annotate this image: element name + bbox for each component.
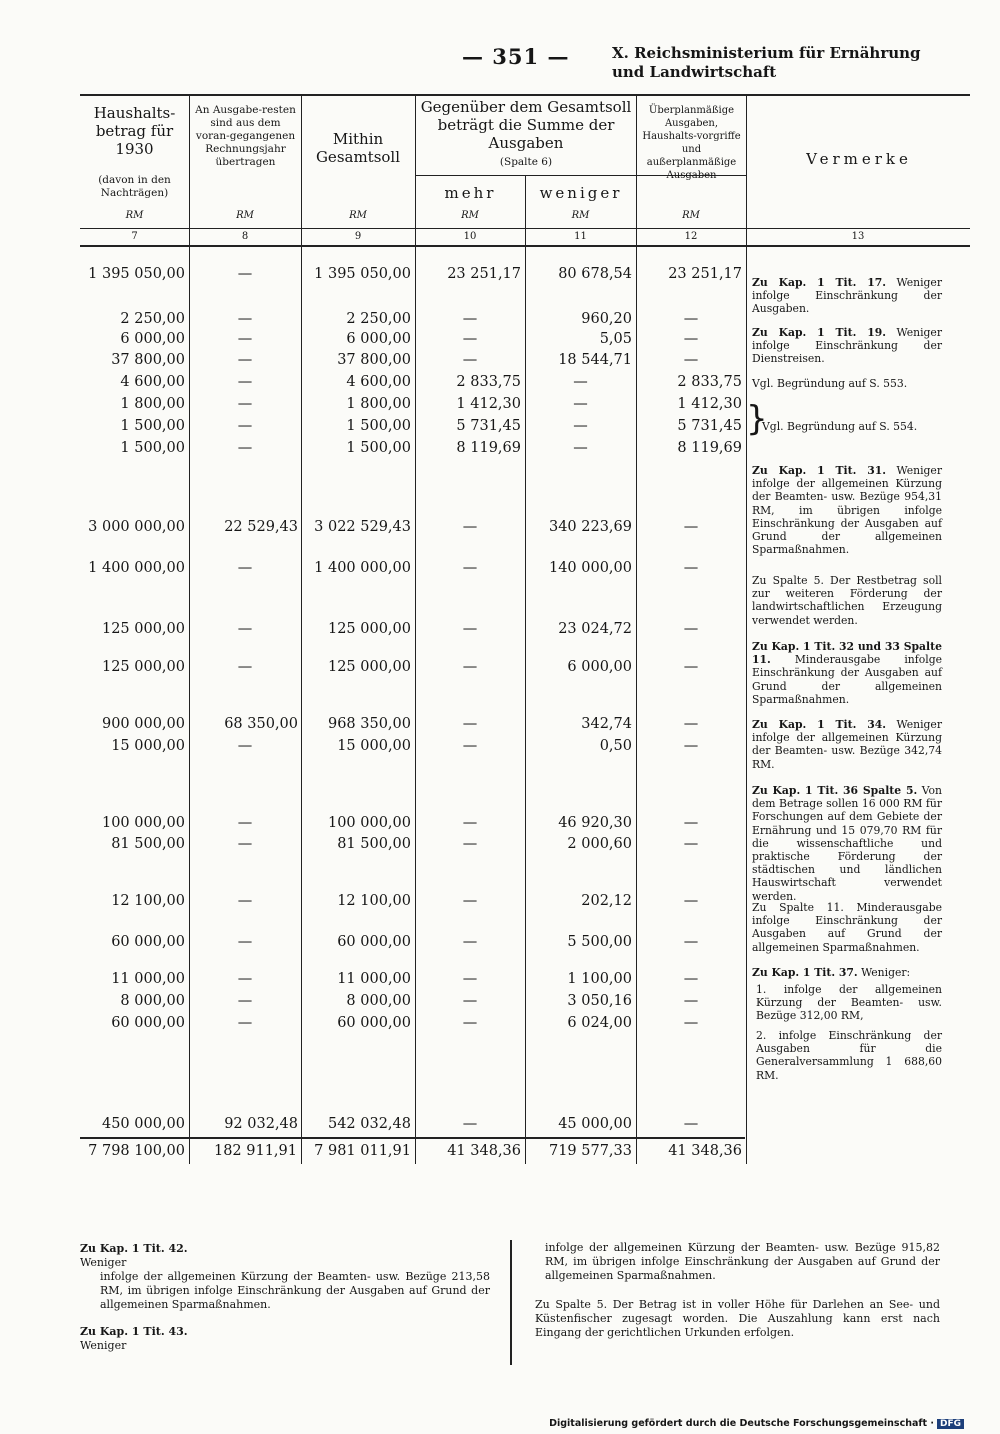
table-cell-c8: — — [237, 836, 253, 852]
table-cell-c9: 1 800,00 — [346, 396, 411, 412]
table-cell-c8: 22 529,43 — [224, 519, 298, 535]
table-cell-c11: 2 000,60 — [567, 836, 632, 852]
table-cell-c9: 125 000,00 — [327, 621, 411, 637]
total-c10: 41 348,36 — [447, 1143, 521, 1159]
table-cell-c10: — — [462, 621, 478, 637]
table-cell-c12: 23 251,17 — [668, 266, 742, 282]
table-cell-c11: — — [573, 396, 588, 412]
remark-spalte-11: Zu Spalte 11. Minderausgabe infolge Einschränkung der Ausgaben auf Grund der allgemeinen Sparmaßnahmen. — [752, 901, 942, 954]
table-cell-c10: — — [462, 519, 478, 535]
col13-header: Vermerke — [806, 150, 912, 168]
table-cell-c12: — — [683, 893, 699, 909]
table-cell-c12: — — [683, 519, 699, 535]
table-cell-c12: — — [683, 836, 699, 852]
table-cell-c12: — — [683, 716, 699, 732]
remark-begruendung-554: Vgl. Begründung auf S. 554. — [762, 420, 918, 433]
remark-tit-31: Zu Kap. 1 Tit. 31. Weniger infolge der allgemeinen Kürzung der Beamten- usw. Bezüge 954,31 RM, im übrigen infolge Einschränkung der Ausgaben auf Grund der allgemeinen Sparmaßnahmen. — [752, 464, 942, 557]
table-cell-c8: — — [237, 993, 253, 1009]
table-cell-c10: — — [462, 836, 478, 852]
remark-tit-37-item-2: 2. infolge Einschränkung der Ausgaben für die Generalversammlung 1 688,60 RM. — [756, 1029, 942, 1082]
table-cell-c8: — — [237, 893, 253, 909]
table-cell-c10: — — [462, 1116, 478, 1132]
table-cell-c12: 8 119,69 — [677, 440, 742, 456]
table-cell-c11: 5 500,00 — [567, 934, 632, 950]
table-cell-c12: — — [683, 621, 699, 637]
remark-spalte-5: Zu Spalte 5. Der Restbetrag soll zur weiteren Förderung der landwirtschaftlichen Erzeugung verwendet werden. — [752, 574, 942, 627]
table-cell-c7: 1 395 050,00 — [88, 266, 185, 282]
unit-label: RM — [682, 210, 700, 221]
remark-tit-32-33: Zu Kap. 1 Tit. 32 und 33 Spalte 11. Minderausgabe infolge Einschränkung der Ausgaben auf Grund der allgemeinen Sparmaßnahmen. — [752, 640, 942, 706]
table-cell-c11: — — [573, 418, 588, 434]
col12-header: Überplanmäßige Ausgaben, Haushalts-vorgriffe und außerplanmäßige Ausgaben — [642, 105, 741, 181]
table-cell-c7: 37 800,00 — [111, 352, 185, 368]
remark-tit-17: Zu Kap. 1 Tit. 17. Weniger infolge Einschränkung der Ausgaben. — [752, 276, 942, 316]
table-cell-c12: 1 412,30 — [677, 396, 742, 412]
table-cell-c10: 8 119,69 — [456, 440, 521, 456]
table-cell-c11: 0,50 — [599, 738, 632, 754]
table-cell-c7: 900 000,00 — [101, 716, 185, 732]
table-cell-c7: 1 800,00 — [120, 396, 185, 412]
col7-subheader: (davon in den Nachträgen) — [98, 174, 171, 199]
table-cell-c7: 100 000,00 — [101, 815, 185, 831]
col8-header: An Ausgabe-resten sind aus dem voran-gegangenen Rechnungsjahr übertragen — [195, 104, 296, 168]
table-cell-c10: 23 251,17 — [447, 266, 521, 282]
col-number: 9 — [354, 231, 362, 242]
table-cell-c7: 1 500,00 — [120, 440, 185, 456]
table-cell-c10: 2 833,75 — [456, 374, 521, 390]
unit-label: RM — [125, 210, 144, 221]
remark-tit-34: Zu Kap. 1 Tit. 34. Weniger infolge der allgemeinen Kürzung der Beamten- usw. Bezüge 342,74 RM. — [752, 718, 942, 771]
footnote-divider — [510, 1240, 512, 1365]
table-cell-c8: — — [237, 1015, 253, 1031]
table-cell-c11: 342,74 — [581, 716, 632, 732]
table-cell-c9: 60 000,00 — [337, 934, 411, 950]
unit-label: RM — [461, 210, 479, 221]
chapter-title: X. Reichsministerium für Ernährung und Landwirtschaft — [612, 44, 921, 81]
total-c12: 41 348,36 — [668, 1143, 742, 1159]
table-cell-c11: — — [573, 440, 588, 456]
table-cell-c8: — — [237, 266, 253, 282]
table-cell-c11: 960,20 — [581, 311, 632, 327]
footnote-continued: infolge der allgemeinen Kürzung der Beamten- usw. Bezüge 915,82 RM, im übrigen infolge Einschränkung der Ausgaben auf Grund der allgemeinen Sparmaßnahmen. — [545, 1241, 940, 1282]
footnote-tit-42: Zu Kap. 1 Tit. 42. Weniger infolge der allgemeinen Kürzung der Beamten- usw. Bezüge 213,58 RM, im übrigen infolge Einschränkung der Ausgaben auf Grund der allgemeinen Sparmaßnahmen. — [80, 1242, 490, 1311]
table-cell-c10: — — [462, 311, 478, 327]
table-cell-c9: 37 800,00 — [337, 352, 411, 368]
table-cell-c11: 80 678,54 — [558, 266, 632, 282]
table-cell-c12: — — [683, 352, 699, 368]
brace-icon: } — [746, 399, 768, 439]
remark-tit-37-item-1: 1. infolge der allgemeinen Kürzung der Beamten- usw. Bezüge 312,00 RM, — [756, 983, 942, 1023]
table-cell-c9: 1 400 000,00 — [314, 560, 411, 576]
table-cell-c9: 8 000,00 — [346, 993, 411, 1009]
table-cell-c12: — — [683, 560, 699, 576]
table-cell-c7: 2 250,00 — [120, 311, 185, 327]
table-cell-c12: — — [683, 1116, 699, 1132]
table-cell-c7: 125 000,00 — [101, 659, 185, 675]
table-cell-c8: — — [237, 815, 253, 831]
table-cell-c7: 450 000,00 — [101, 1116, 185, 1132]
table-cell-c10: — — [462, 934, 478, 950]
col-number: 7 — [131, 231, 138, 242]
table-cell-c9: 3 022 529,43 — [314, 519, 411, 535]
table-cell-c12: — — [683, 971, 699, 987]
table-cell-c11: 3 050,16 — [567, 993, 632, 1009]
table-cell-c11: — — [573, 374, 588, 390]
table-cell-c11: 6 000,00 — [567, 659, 632, 675]
col-divider — [525, 175, 526, 1164]
col11-header: weniger — [539, 184, 623, 202]
table-cell-c10: — — [462, 331, 478, 347]
remark-tit-36: Zu Kap. 1 Tit. 36 Spalte 5. Von dem Betrage sollen 16 000 RM für Forschungen auf dem Gebiete der Ernährung und 15 079,70 RM für die wissenschaftliche und praktische Förderung der städtischen und ländlichen Hauswirtschaft verwendet werden. — [752, 784, 942, 903]
totals-rule — [80, 1137, 745, 1139]
table-cell-c7: 1 500,00 — [120, 418, 185, 434]
footnote-tit-43: Zu Kap. 1 Tit. 43. Weniger — [80, 1325, 188, 1352]
table-cell-c8: — — [237, 311, 253, 327]
table-cell-c10: — — [462, 716, 478, 732]
table-cell-c7: 8 000,00 — [120, 993, 185, 1009]
table-cell-c9: 4 600,00 — [346, 374, 411, 390]
table-cell-c10: — — [462, 1015, 478, 1031]
col-number: 12 — [684, 231, 698, 242]
table-cell-c11: 6 024,00 — [567, 1015, 632, 1031]
table-cell-c11: 45 000,00 — [558, 1116, 632, 1132]
remark-tit-19: Zu Kap. 1 Tit. 19. Weniger infolge Einschränkung der Dienstreisen. — [752, 326, 942, 366]
total-c7: 7 798 100,00 — [88, 1143, 185, 1159]
table-cell-c8: — — [237, 659, 253, 675]
table-cell-c11: 202,12 — [581, 893, 632, 909]
table-cell-c8: — — [237, 738, 253, 754]
table-cell-c10: — — [462, 993, 478, 1009]
table-cell-c7: 6 000,00 — [120, 331, 185, 347]
footnote-spalte-5: Zu Spalte 5. Der Betrag ist in voller Höhe für Darlehen an See- und Küstenfischer zugesagt worden. Die Auszahlung kann erst nach Eingang der gerichtlichen Urkunden erfolgen. — [535, 1298, 940, 1339]
unit-label: RM — [571, 210, 590, 221]
table-cell-c7: 125 000,00 — [101, 621, 185, 637]
col-number: 10 — [463, 231, 477, 242]
col-divider — [746, 94, 747, 1164]
table-cell-c8: 92 032,48 — [224, 1116, 298, 1132]
table-cell-c7: 81 500,00 — [111, 836, 185, 852]
col-divider — [301, 94, 302, 1164]
table-cell-c8: — — [237, 621, 253, 637]
table-cell-c12: — — [683, 934, 699, 950]
table-cell-c10: 5 731,45 — [456, 418, 521, 434]
col7-header: Haushalts-betrag für 1930 — [93, 104, 176, 158]
table-cell-c9: 968 350,00 — [327, 716, 411, 732]
table-cell-c9: 6 000,00 — [346, 331, 411, 347]
table-cell-c7: 60 000,00 — [111, 1015, 185, 1031]
table-cell-c9: 2 250,00 — [346, 311, 411, 327]
table-cell-c9: 1 500,00 — [346, 418, 411, 434]
total-c8: 182 911,91 — [213, 1143, 297, 1159]
table-cell-c9: 12 100,00 — [337, 893, 411, 909]
table-cell-c12: — — [683, 993, 699, 1009]
page-number: — 351 — — [462, 44, 570, 69]
remark-tit-37: Zu Kap. 1 Tit. 37. Weniger: — [752, 966, 911, 979]
table-cell-c10: — — [462, 815, 478, 831]
table-cell-c7: 12 100,00 — [111, 893, 185, 909]
col9-header: Mithin Gesamtsoll — [315, 130, 401, 166]
table-cell-c12: — — [683, 659, 699, 675]
remark-begruendung-553: Vgl. Begründung auf S. 553. — [752, 377, 908, 390]
total-c9: 7 981 011,91 — [314, 1143, 411, 1159]
table-cell-c9: 100 000,00 — [327, 815, 411, 831]
table-cell-c8: — — [237, 374, 253, 390]
table-cell-c8: — — [237, 934, 253, 950]
table-cell-c8: — — [237, 440, 253, 456]
group-subheader: (Spalte 6) — [499, 156, 553, 168]
table-cell-c9: 60 000,00 — [337, 1015, 411, 1031]
table-cell-c11: 18 544,71 — [558, 352, 632, 368]
table-cell-c12: 5 731,45 — [677, 418, 742, 434]
table-cell-c7: 3 000 000,00 — [88, 519, 185, 535]
table-cell-c11: 23 024,72 — [558, 621, 632, 637]
table-cell-c7: 4 600,00 — [120, 374, 185, 390]
table-cell-c9: 125 000,00 — [327, 659, 411, 675]
table-cell-c10: — — [462, 659, 478, 675]
col-number: 8 — [241, 231, 249, 242]
table-cell-c9: 542 032,48 — [327, 1116, 411, 1132]
table-cell-c9: 11 000,00 — [337, 971, 411, 987]
table-cell-c11: 140 000,00 — [548, 560, 632, 576]
table-cell-c11: 1 100,00 — [567, 971, 632, 987]
table-cell-c11: 46 920,30 — [558, 815, 632, 831]
table-cell-c7: 11 000,00 — [111, 971, 185, 987]
table-cell-c8: — — [237, 560, 253, 576]
table-cell-c12: — — [683, 815, 699, 831]
table-cell-c7: 15 000,00 — [111, 738, 185, 754]
table-cell-c12: — — [683, 311, 699, 327]
unit-label: RM — [349, 210, 367, 221]
table-cell-c12: — — [683, 738, 699, 754]
table-cell-c9: 1 395 050,00 — [314, 266, 411, 282]
table-cell-c10: — — [462, 352, 478, 368]
table-cell-c11: 5,05 — [599, 331, 632, 347]
col-number: 13 — [851, 231, 865, 242]
table-cell-c7: 60 000,00 — [111, 934, 185, 950]
table-cell-c12: 2 833,75 — [677, 374, 742, 390]
table-cell-c12: — — [683, 1015, 699, 1031]
total-c11: 719 577,33 — [548, 1143, 632, 1159]
table-cell-c8: 68 350,00 — [224, 716, 298, 732]
table-cell-c12: — — [683, 331, 699, 347]
table-cell-c8: — — [237, 331, 253, 347]
unit-label: RM — [236, 210, 254, 221]
table-cell-c8: — — [237, 352, 253, 368]
digitization-credit: Digitalisierung gefördert durch die Deutsche Forschungsgemeinschaft · DFG — [549, 1418, 964, 1429]
table-cell-c10: — — [462, 738, 478, 754]
dfg-logo: DFG — [937, 1419, 964, 1429]
table-cell-c10: 1 412,30 — [456, 396, 521, 412]
table-cell-c8: — — [237, 971, 253, 987]
table-cell-c8: — — [237, 396, 253, 412]
table-cell-c10: — — [462, 893, 478, 909]
table-cell-c9: 15 000,00 — [337, 738, 411, 754]
table-cell-c7: 1 400 000,00 — [88, 560, 185, 576]
group-header: Gegenüber dem Gesamtsoll beträgt die Summe der Ausgaben — [420, 98, 632, 152]
col-number: 11 — [574, 231, 587, 242]
table-cell-c9: 1 500,00 — [346, 440, 411, 456]
table-top-rule — [80, 94, 970, 96]
col10-header: mehr — [444, 184, 497, 202]
table-cell-c10: — — [462, 560, 478, 576]
table-cell-c11: 340 223,69 — [548, 519, 632, 535]
table-cell-c9: 81 500,00 — [337, 836, 411, 852]
table-cell-c8: — — [237, 418, 253, 434]
table-cell-c10: — — [462, 971, 478, 987]
